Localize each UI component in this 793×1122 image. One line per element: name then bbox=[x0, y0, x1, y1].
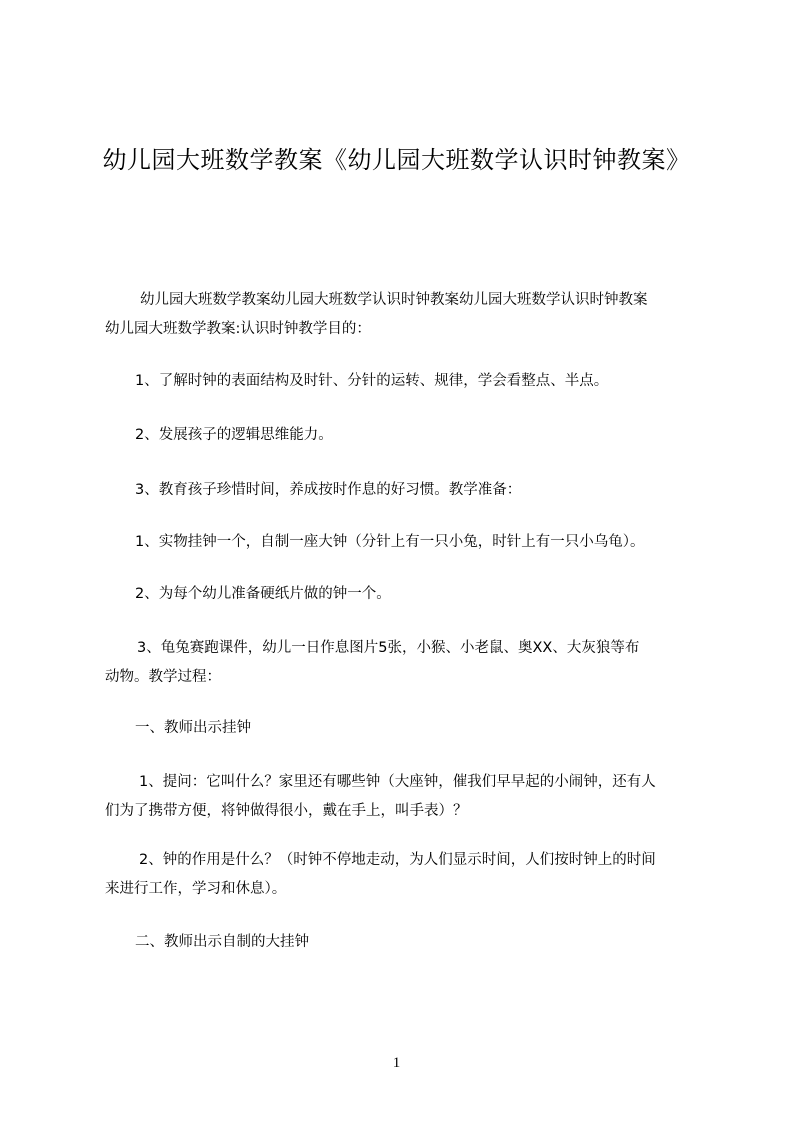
document-title: 幼儿园大班数学教案《幼儿园大班数学认识时钟教案》 bbox=[102, 146, 691, 174]
paragraph-goal-3 bbox=[105, 476, 705, 505]
paragraph-line: 1、实物挂钟一个，自制一座大钟（分针上有一只小兔，时针上有一只小乌龟）。 bbox=[135, 534, 645, 550]
paragraph-line: 1、了解时钟的表面结构及时针、分针的运转、规律，学会看整点、半点。 bbox=[135, 373, 609, 389]
section-heading-1 bbox=[105, 714, 705, 743]
paragraph-line: 3、教育孩子珍惜时间，养成按时作息的好习惯。教学准备： bbox=[135, 482, 522, 498]
paragraph-question-2 bbox=[105, 846, 705, 904]
paragraph-line: 们为了携带方便，将钟做得很小，戴在手上，叫手表）？ bbox=[105, 803, 468, 819]
paragraph-line: 幼儿园大班数学教案:认识时钟教学目的： bbox=[105, 321, 371, 337]
paragraph-line: 2、发展孩子的逻辑思维能力。 bbox=[135, 427, 333, 443]
paragraph-prep-1 bbox=[105, 528, 705, 557]
paragraph-line: 二、教师出示自制的大挂钟 bbox=[135, 934, 309, 950]
paragraph-intro bbox=[105, 286, 705, 344]
page-number: 1 bbox=[392, 1055, 401, 1071]
paragraph-line: 来进行工作，学习和休息）。 bbox=[105, 881, 287, 897]
paragraph-line: 1、提问：它叫什么？家里还有哪些钟（大座钟，催我们早早起的小闹钟，还有人 bbox=[139, 774, 656, 790]
section-heading-2 bbox=[105, 928, 705, 957]
paragraph-line: 2、钟的作用是什么？（时钟不停地走动，为人们显示时间，人们按时钟上的时间 bbox=[139, 852, 656, 868]
paragraph-line: 动物。教学过程： bbox=[105, 669, 221, 685]
paragraph-prep-2 bbox=[105, 580, 705, 609]
paragraph-goal-2 bbox=[105, 421, 705, 450]
paragraph-goal-1 bbox=[105, 367, 705, 396]
paragraph-line: 3、龟兔赛跑课件，幼儿一日作息图片5张，小猴、小老鼠、奥XX、大灰狼等布 bbox=[137, 640, 640, 656]
paragraph-line: 一、教师出示挂钟 bbox=[135, 720, 251, 736]
paragraph-line: 幼儿园大班数学教案幼儿园大班数学认识时钟教案幼儿园大班数学认识时钟教案 bbox=[140, 292, 648, 308]
paragraph-prep-3 bbox=[105, 634, 705, 692]
paragraph-line: 2、为每个幼儿准备硬纸片做的钟一个。 bbox=[135, 586, 391, 602]
paragraph-question-1 bbox=[105, 768, 705, 826]
